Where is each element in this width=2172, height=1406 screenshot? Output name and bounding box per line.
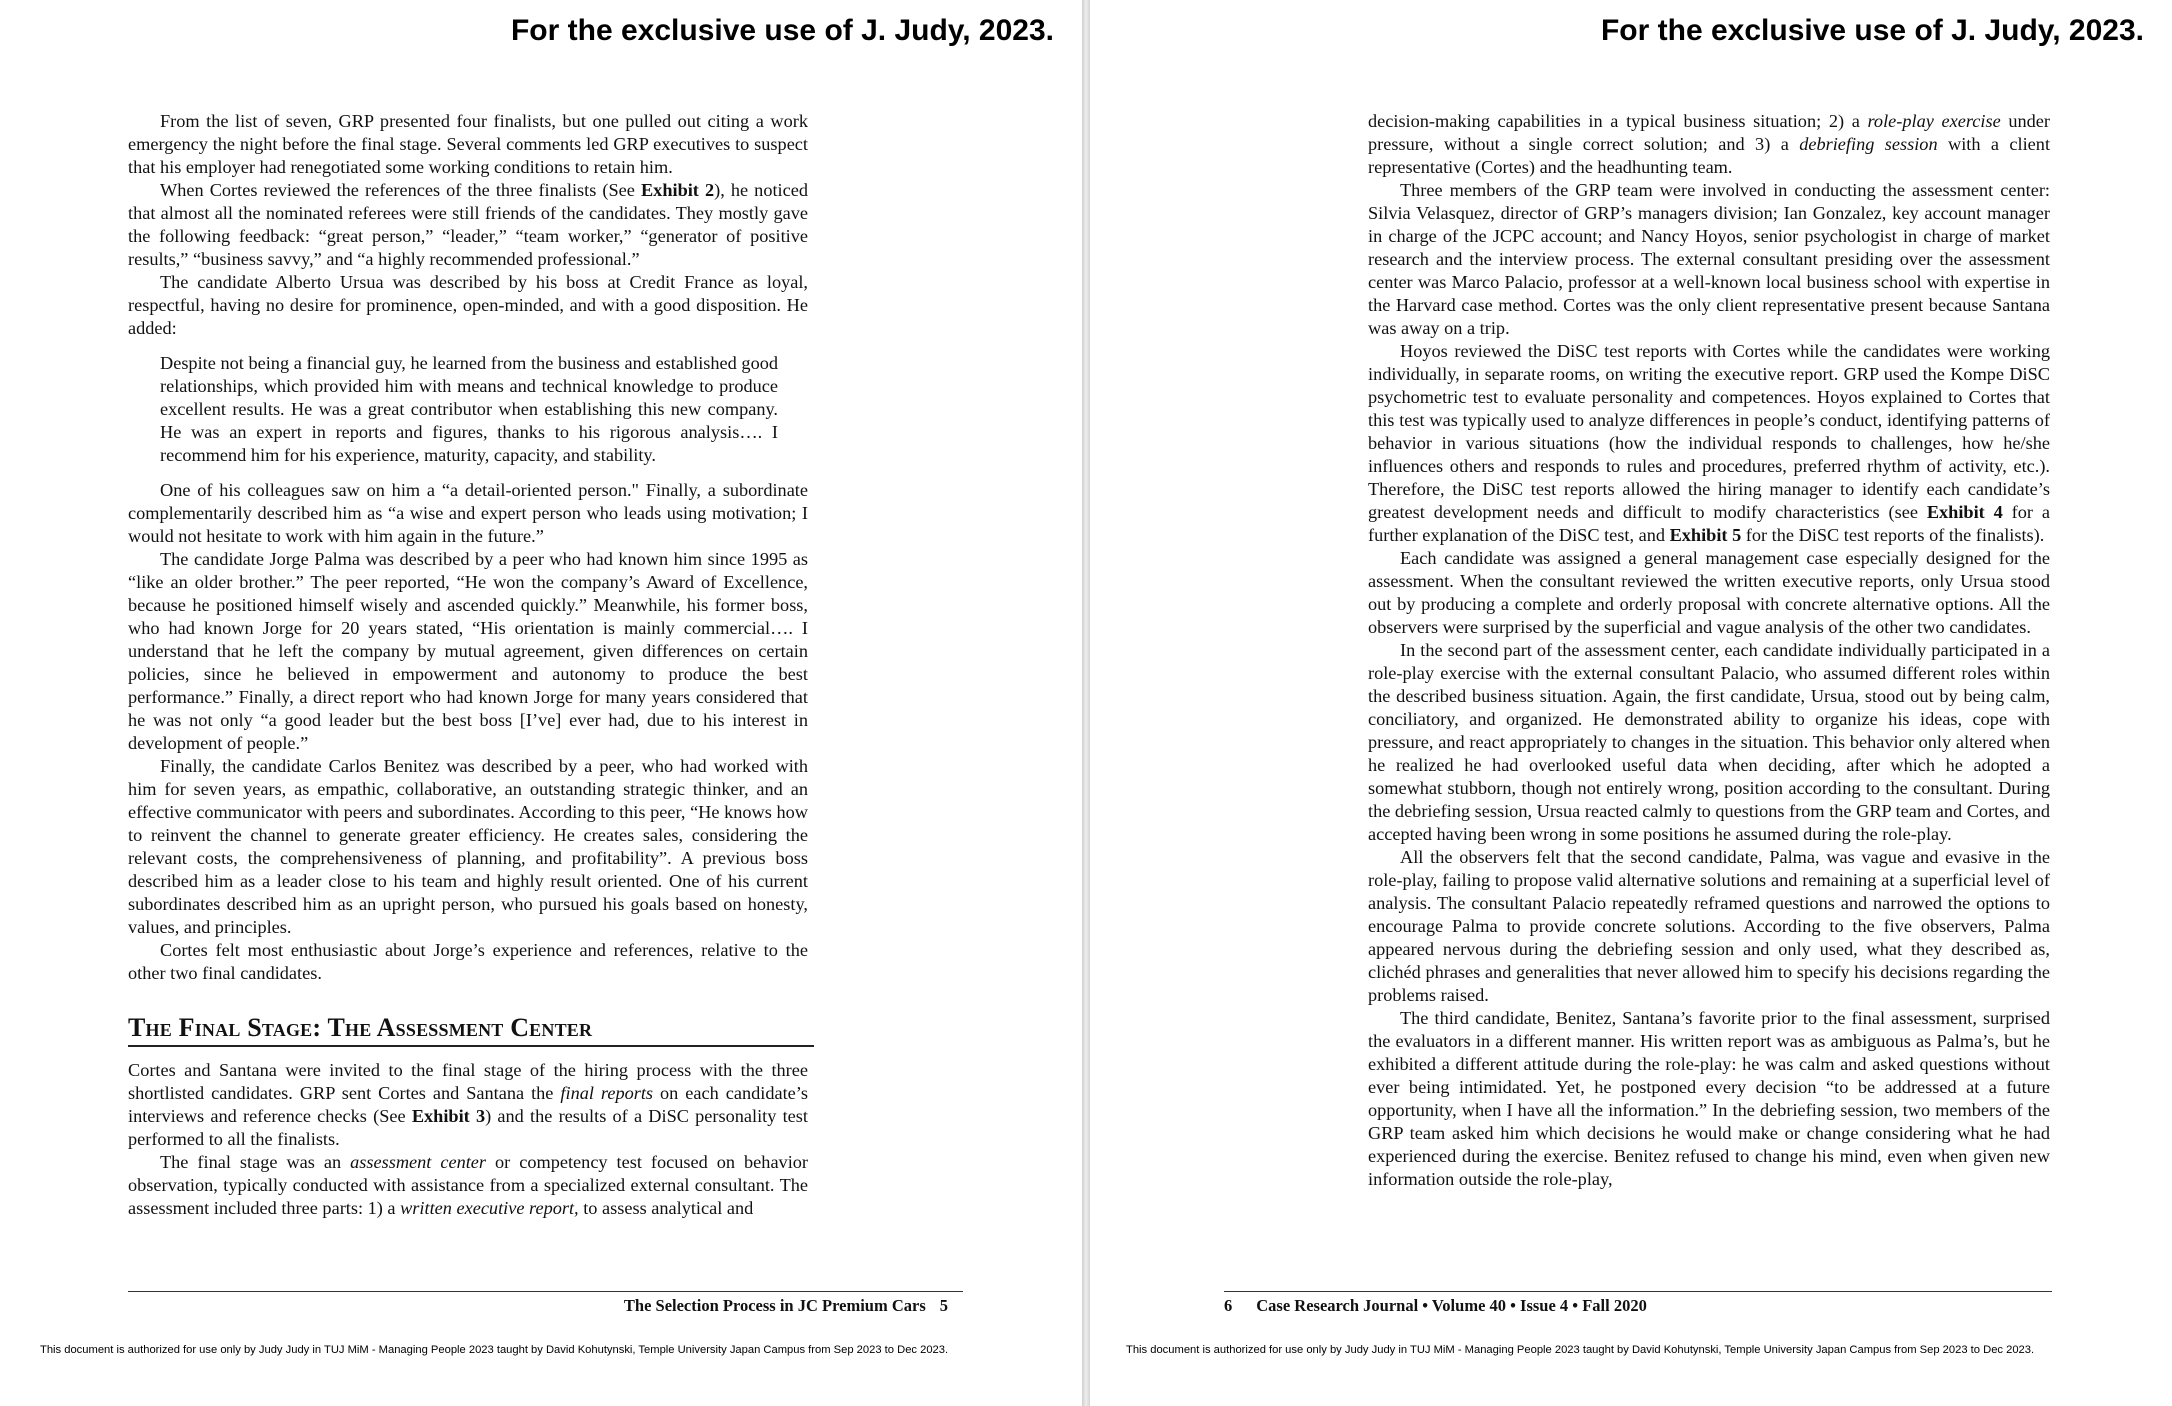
paragraph: Three members of the GRP team were involved in conducting the assessment center: Silvia Velasquez, director of GRP’s managers division; Ian Gonzalez, key account manager in charge of the JCPC account; and Nancy Hoyos, senior psychologist in charge of market research and the interview process. The external consultant presiding over the assessment center was Marco Palacio, professor at a well-known local business school with expertise in the Harvard case method. Cortes was the only client representative present because Santana was away on a trip. xyxy=(1368,180,2050,338)
section-heading: The Final Stage: The Assessment Center xyxy=(128,1013,814,1047)
exclusive-use-banner: For the exclusive use of J. Judy, 2023. xyxy=(1600,14,2144,47)
paragraph: All the observers felt that the second candidate, Palma, was vague and evasive in the role-play, failing to propose valid alternative solutions and remaining at a superficial level of analysis. The consultant Palacio repeatedly reframed questions and narrowed the options to encourage Palma to provide concrete solutions. According to the five observers, Palma appeared nervous during the debriefing session and only used, what they described as, clichéd phrases and generalities that never allowed him to specify his decisions regarding the problems raised. xyxy=(1368,847,2050,1005)
page-number: 5 xyxy=(939,1296,948,1315)
left-text-column xyxy=(128,110,808,1220)
exclusive-use-banner: For the exclusive use of J. Judy, 2023. xyxy=(510,14,1054,47)
footer-rule xyxy=(128,1291,963,1292)
paragraph: When Cortes reviewed the references of the three finalists (See Exhibit 2), he noticed that almost all the nominated referees were still friends of the candidates. They mostly gave the following feedback: “great person,” “leader,” “team worker,” “generator of positive results,” “business savvy,” and “a highly recommended professional.” xyxy=(128,180,808,269)
paragraph: Cortes and Santana were invited to the final stage of the hiring process with the three shortlisted candidates. GRP sent Cortes and Santana the final reports on each candidate’s interviews and reference checks (See Exhibit 3) and the results of a DiSC personality test performed to all the finalists. xyxy=(128,1060,808,1149)
paragraph: decision-making capabilities in a typical business situation; 2) a role-play exercise under pressure, without a single correct solution; and 3) a debriefing session with a client representative (Cortes) and the headhunting team. xyxy=(1368,111,2051,177)
footer-title: The Selection Process in JC Premium Cars xyxy=(623,1296,926,1315)
authorization-note: This document is authorized for use only by Judy Judy in TUJ MiM - Managing People 2023 taught by David Kohutynski, Temple University Japan Campus from Sep 2023 to Dec 2023. xyxy=(1126,1344,2035,1356)
paragraph: Each candidate was assigned a general management case especially designed for the assessment. When the consultant reviewed the written executive reports, only Ursua stood out by producing a complete and orderly proposal with concrete alternative options. All the observers were surprised by the superficial and vague analysis of the other two candidates. xyxy=(1368,548,2050,637)
paragraph: In the second part of the assessment center, each candidate individually participated in a role-play exercise with the external consultant Palacio, who assumed different roles within the described business situation. Again, the first candidate, Ursua, stood out by being calm, conciliatory, and organized. He demonstrated ability to organize his ideas, cope with pressure, and react appropriately to changes in the situation. This behavior only altered when he realized he had overlooked useful data when deciding, after which he adopted a somewhat stubborn, though not entirely wrong, position according to the consultant. During the debriefing session, Ursua reacted calmly to questions from the GRP team and Cortes, and accepted having been wrong in some positions he assumed during the role-play. xyxy=(1368,640,2050,844)
page-footer xyxy=(624,1296,962,1316)
block-quote: Despite not being a financial guy, he learned from the business and established good relationships, which provided him with means and technical knowledge to produce excellent results. He was a great contributor when establishing this new company. He was an expert in reports and figures, thanks to his rigorous analysis…. I recommend him for his experience, maturity, capacity, and stability. xyxy=(160,353,778,465)
right-text-column xyxy=(1368,110,2050,1191)
page-footer xyxy=(1224,1296,1647,1316)
paragraph: The candidate Jorge Palma was described by a peer who had known him since 1995 as “like an older brother.” The peer reported, “He won the company’s Award of Excellence, because he positioned himself wisely and ascended quickly.” Meanwhile, his former boss, who had known Jorge for 20 years stated, “His orientation is mainly commercial…. I understand that he left the company by mutual agreement, given differences on certain policies, since he believed in empowerment and autonomy to produce the best performance.” Finally, a direct report who had known Jorge for many years considered that he was not only “a good leader but the best boss [I’ve] ever had, due to his interest in development of people.” xyxy=(128,549,808,753)
page-gutter xyxy=(1082,0,1090,1406)
paragraph: The third candidate, Benitez, Santana’s favorite prior to the final assessment, surprised the evaluators in a different manner. His written report was as ambiguous as Palma’s, but he exhibited a different attitude during the role-play: he was calm and asked questions without ever being intimidated. Yet, he postponed every decision “to be addressed at a future opportunity, when I have all the information.” In the debriefing session, two members of the GRP team asked him which decisions he would make or change considering what he had experienced during the exercise. Benitez refused to change his mind, even when given new information outside the role-play, xyxy=(1368,1008,2050,1189)
paragraph: One of his colleagues saw on him a “a detail-oriented person." Finally, a subordinate complementarily described him as “a wise and expert person who leads using motivation; I would not hesitate to work with him again in the future.” xyxy=(128,480,808,546)
paragraph: From the list of seven, GRP presented four finalists, but one pulled out citing a work emergency the night before the final stage. Several comments led GRP executives to suspect that his employer had renegotiated some working conditions to retain him. xyxy=(128,111,808,177)
page-number: 6 xyxy=(1224,1296,1233,1315)
paragraph: Hoyos reviewed the DiSC test reports with Cortes while the candidates were working individually, in separate rooms, on writing the executive report. GRP used the Kompe DiSC psychometric test to evaluate personality and competences. Hoyos explained to Cortes that this test was typically used to analyze differences in people’s conduct, identifying patterns of behavior in various situations (how the individual responds to challenges, how he/she influences others and responds to rules and procedures, preferred rhythm of activity, etc.). Therefore, the DiSC test reports allowed the hiring manager to identify each candidate’s greatest development needs and difficult to modify characteristics (see Exhibit 4 for a further explanation of the DiSC test, and Exhibit 5 for the DiSC test reports of the finalists). xyxy=(1368,341,2050,545)
footer-journal: Case Research Journal • Volume 40 • Issue 4 • Fall 2020 xyxy=(1256,1296,1647,1315)
left-page xyxy=(0,0,1082,1406)
paragraph: Cortes felt most enthusiastic about Jorge’s experience and references, relative to the other two final candidates. xyxy=(128,940,808,983)
footer-rule xyxy=(1224,1291,2052,1292)
authorization-note: This document is authorized for use only by Judy Judy in TUJ MiM - Managing People 2023 taught by David Kohutynski, Temple University Japan Campus from Sep 2023 to Dec 2023. xyxy=(40,1344,949,1356)
paragraph: Finally, the candidate Carlos Benitez was described by a peer, who had worked with him for seven years, as empathic, collaborative, an outstanding strategic thinker, and an effective communicator with peers and subordinates. According to this peer, “He knows how to reinvent the channel to generate greater efficiency. He creates sales, considering the relevant costs, the comprehensiveness of planning, and profitability”. A previous boss described him as a leader close to his team and highly result oriented. One of his current subordinates described him as an upright person, who pursued his goals based on honesty, values, and principles. xyxy=(128,756,808,937)
paragraph: The final stage was an assessment center or competency test focused on behavior observation, typically conducted with assistance from a specialized external consultant. The assessment included three parts: 1) a written executive report, to assess analytical and xyxy=(128,1152,809,1218)
paragraph: The candidate Alberto Ursua was described by his boss at Credit France as loyal, respectful, having no desire for prominence, open-minded, and with a good disposition. He added: xyxy=(128,272,808,338)
right-page xyxy=(1090,0,2172,1406)
